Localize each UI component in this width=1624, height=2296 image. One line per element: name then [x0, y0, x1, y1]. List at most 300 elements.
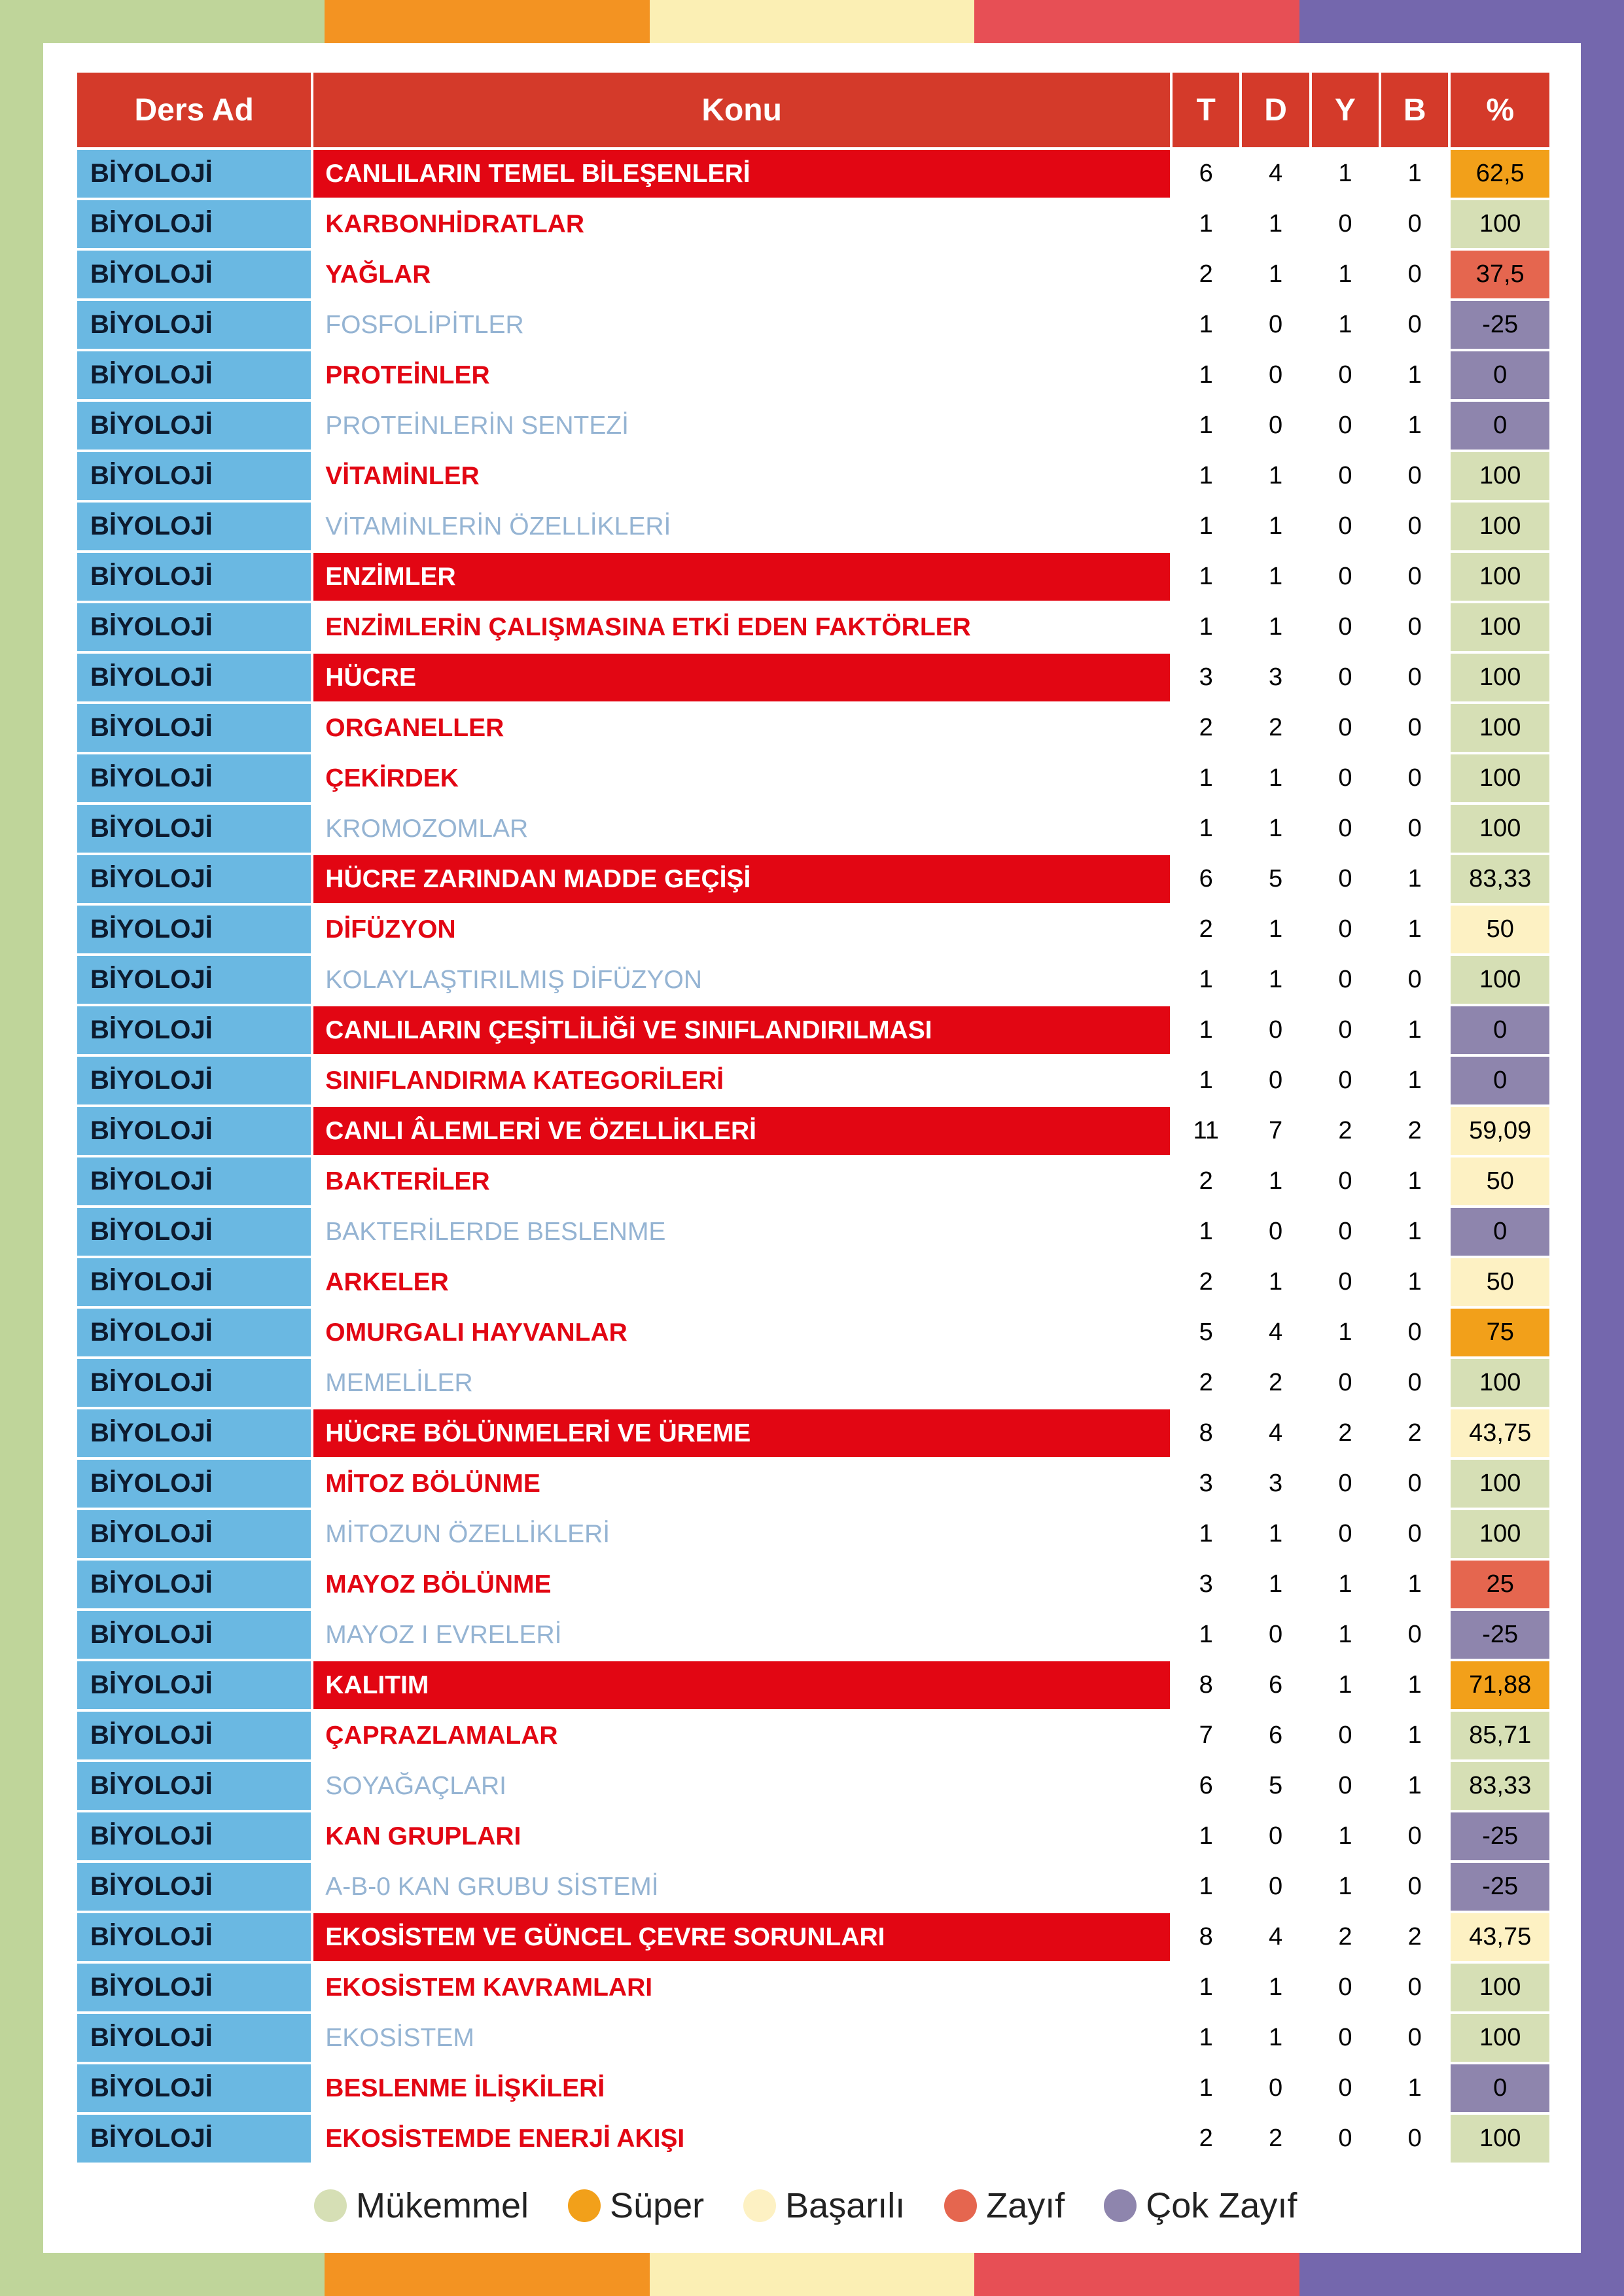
t-cell: 1	[1173, 956, 1239, 1004]
table-row	[77, 1258, 1549, 1306]
konu-cell: BAKTERİLER	[325, 1167, 490, 1195]
konu-cell: MAYOZ BÖLÜNME	[325, 1570, 552, 1598]
legend-dot-icon	[743, 2189, 776, 2222]
table-row	[77, 855, 1549, 903]
table-row	[77, 1661, 1549, 1709]
ders-cell: BİYOLOJİ	[77, 805, 311, 853]
d-cell: 7	[1242, 1107, 1309, 1155]
d-cell: 1	[1242, 503, 1309, 550]
konu-cell: SINIFLANDIRMA KATEGORİLERİ	[325, 1066, 724, 1095]
t-cell: 3	[1173, 1561, 1239, 1608]
ders-cell: BİYOLOJİ	[77, 1913, 311, 1961]
band-orange	[325, 2253, 649, 2296]
y-cell: 0	[1312, 200, 1379, 248]
legend-item	[568, 2185, 704, 2226]
legend-dot-icon	[1104, 2189, 1137, 2222]
results-table	[75, 70, 1552, 2165]
d-cell: 1	[1242, 452, 1309, 500]
konu-cell: EKOSİSTEMDE ENERJİ AKIŞI	[325, 2124, 685, 2153]
ders-cell: BİYOLOJİ	[77, 1057, 311, 1104]
y-cell: 0	[1312, 553, 1379, 601]
table-row	[77, 805, 1549, 853]
ders-cell: BİYOLOJİ	[77, 402, 311, 450]
t-cell: 1	[1173, 1510, 1239, 1558]
performance-legend	[314, 2185, 1336, 2226]
d-cell: 0	[1242, 402, 1309, 450]
t-cell: 1	[1173, 603, 1239, 651]
table-row	[77, 1611, 1549, 1659]
d-cell: 1	[1242, 906, 1309, 953]
t-cell: 2	[1173, 251, 1239, 298]
legend-dot-icon	[944, 2189, 977, 2222]
d-cell: 0	[1242, 351, 1309, 399]
t-cell: 1	[1173, 553, 1239, 601]
t-cell: 7	[1173, 1712, 1239, 1759]
t-cell: 3	[1173, 654, 1239, 701]
konu-cell: MEMELİLER	[325, 1368, 473, 1397]
band-green	[0, 0, 325, 43]
y-cell: 1	[1312, 301, 1379, 349]
pct-cell: 0	[1451, 1006, 1549, 1054]
table-row	[77, 956, 1549, 1004]
b-cell: 0	[1381, 1964, 1448, 2011]
table-row	[77, 251, 1549, 298]
t-cell: 2	[1173, 906, 1239, 953]
b-cell: 0	[1381, 452, 1448, 500]
table-row	[77, 1812, 1549, 1860]
t-cell: 1	[1173, 1057, 1239, 1104]
ders-cell: BİYOLOJİ	[77, 1661, 311, 1709]
t-cell: 1	[1173, 301, 1239, 349]
y-cell: 0	[1312, 906, 1379, 953]
legend-label: Mükemmel	[356, 2186, 529, 2225]
table-row	[77, 1863, 1549, 1911]
y-cell: 0	[1312, 704, 1379, 752]
band-purple	[1299, 0, 1624, 43]
d-cell: 4	[1242, 1409, 1309, 1457]
konu-cell: KROMOZOMLAR	[325, 814, 529, 843]
y-cell: 1	[1312, 1611, 1379, 1659]
bottom-color-band	[0, 2253, 1624, 2296]
y-cell: 1	[1312, 1812, 1379, 1860]
y-cell: 0	[1312, 1258, 1379, 1306]
konu-cell: ARKELER	[325, 1267, 449, 1296]
legend-label: Başarılı	[785, 2186, 906, 2225]
d-cell: 3	[1242, 654, 1309, 701]
band-green	[0, 2253, 325, 2296]
legend-item	[1104, 2185, 1297, 2226]
d-cell: 1	[1242, 1561, 1309, 1608]
ders-cell: BİYOLOJİ	[77, 1258, 311, 1306]
t-cell: 2	[1173, 1258, 1239, 1306]
konu-cell: BAKTERİLERDE BESLENME	[325, 1217, 666, 1246]
table-row	[77, 1057, 1549, 1104]
d-cell: 1	[1242, 251, 1309, 298]
band-cream	[650, 2253, 974, 2296]
konu-cell: KAN GRUPLARI	[325, 1822, 521, 1850]
t-cell: 1	[1173, 200, 1239, 248]
table-row	[77, 1561, 1549, 1608]
d-cell: 0	[1242, 301, 1309, 349]
b-cell: 1	[1381, 1208, 1448, 1256]
ders-cell: BİYOLOJİ	[77, 200, 311, 248]
pct-cell: 59,09	[1451, 1107, 1549, 1155]
y-cell: 0	[1312, 1964, 1379, 2011]
table-row	[77, 1359, 1549, 1407]
d-cell: 1	[1242, 1510, 1309, 1558]
konu-cell: CANLILARIN TEMEL BİLEŞENLERİ	[313, 150, 1170, 198]
table-row	[77, 1510, 1549, 1558]
t-cell: 1	[1173, 1006, 1239, 1054]
y-cell: 0	[1312, 402, 1379, 450]
t-cell: 11	[1173, 1107, 1239, 1155]
b-cell: 0	[1381, 1812, 1448, 1860]
pct-cell: -25	[1451, 1611, 1549, 1659]
b-cell: 0	[1381, 2014, 1448, 2062]
d-cell: 1	[1242, 805, 1309, 853]
b-cell: 0	[1381, 301, 1448, 349]
left-color-band	[0, 0, 43, 2296]
table-row	[77, 503, 1549, 550]
d-cell: 4	[1242, 150, 1309, 198]
table-row	[77, 301, 1549, 349]
band-orange	[325, 0, 649, 43]
b-cell: 1	[1381, 1762, 1448, 1810]
b-cell: 0	[1381, 251, 1448, 298]
konu-cell: MİTOZ BÖLÜNME	[325, 1469, 540, 1498]
y-cell: 0	[1312, 503, 1379, 550]
konu-cell: VİTAMİNLER	[325, 461, 480, 490]
pct-cell: 100	[1451, 452, 1549, 500]
b-cell: 0	[1381, 805, 1448, 853]
t-cell: 1	[1173, 1812, 1239, 1860]
pct-cell: 100	[1451, 2115, 1549, 2163]
pct-cell: 100	[1451, 200, 1549, 248]
y-cell: 0	[1312, 1510, 1379, 1558]
d-cell: 6	[1242, 1712, 1309, 1759]
table-row	[77, 704, 1549, 752]
pct-cell: 62,5	[1451, 150, 1549, 198]
table-row	[77, 1712, 1549, 1759]
table-row	[77, 1208, 1549, 1256]
pct-cell: -25	[1451, 301, 1549, 349]
t-cell: 6	[1173, 855, 1239, 903]
table-row	[77, 2115, 1549, 2163]
d-cell: 0	[1242, 1863, 1309, 1911]
table-row	[77, 1107, 1549, 1155]
header-pct: %	[1451, 73, 1549, 147]
y-cell: 2	[1312, 1107, 1379, 1155]
pct-cell: 50	[1451, 1258, 1549, 1306]
y-cell: 0	[1312, 351, 1379, 399]
y-cell: 0	[1312, 2064, 1379, 2112]
legend-label: Çok Zayıf	[1146, 2186, 1297, 2225]
b-cell: 1	[1381, 1258, 1448, 1306]
konu-cell: ORGANELLER	[325, 713, 504, 742]
d-cell: 0	[1242, 2064, 1309, 2112]
ders-cell: BİYOLOJİ	[77, 704, 311, 752]
ders-cell: BİYOLOJİ	[77, 1712, 311, 1759]
d-cell: 4	[1242, 1309, 1309, 1356]
header-d: D	[1242, 73, 1309, 147]
y-cell: 1	[1312, 1561, 1379, 1608]
ders-cell: BİYOLOJİ	[77, 2064, 311, 2112]
ders-cell: BİYOLOJİ	[77, 150, 311, 198]
t-cell: 1	[1173, 2064, 1239, 2112]
d-cell: 6	[1242, 1661, 1309, 1709]
t-cell: 1	[1173, 351, 1239, 399]
pct-cell: 75	[1451, 1309, 1549, 1356]
band-red	[974, 2253, 1299, 2296]
right-color-band	[1581, 0, 1624, 2296]
ders-cell: BİYOLOJİ	[77, 1359, 311, 1407]
t-cell: 1	[1173, 1611, 1239, 1659]
ders-cell: BİYOLOJİ	[77, 603, 311, 651]
b-cell: 0	[1381, 1611, 1448, 1659]
ders-cell: BİYOLOJİ	[77, 754, 311, 802]
b-cell: 0	[1381, 654, 1448, 701]
table-row	[77, 1913, 1549, 1961]
y-cell: 1	[1312, 251, 1379, 298]
ders-cell: BİYOLOJİ	[77, 1460, 311, 1508]
b-cell: 0	[1381, 2115, 1448, 2163]
y-cell: 0	[1312, 654, 1379, 701]
konu-cell: PROTEİNLER	[325, 361, 490, 389]
b-cell: 1	[1381, 402, 1448, 450]
pct-cell: 100	[1451, 1964, 1549, 2011]
ders-cell: BİYOLOJİ	[77, 906, 311, 953]
y-cell: 1	[1312, 1661, 1379, 1709]
konu-cell: ÇAPRAZLAMALAR	[325, 1721, 558, 1750]
konu-cell: KALITIM	[313, 1661, 1170, 1709]
ders-cell: BİYOLOJİ	[77, 1510, 311, 1558]
pct-cell: 100	[1451, 754, 1549, 802]
t-cell: 1	[1173, 805, 1239, 853]
ders-cell: BİYOLOJİ	[77, 1107, 311, 1155]
d-cell: 2	[1242, 1359, 1309, 1407]
pct-cell: 100	[1451, 2014, 1549, 2062]
pct-cell: 100	[1451, 654, 1549, 701]
pct-cell: 50	[1451, 1157, 1549, 1205]
pct-cell: 83,33	[1451, 1762, 1549, 1810]
ders-cell: BİYOLOJİ	[77, 654, 311, 701]
b-cell: 1	[1381, 2064, 1448, 2112]
t-cell: 6	[1173, 150, 1239, 198]
ders-cell: BİYOLOJİ	[77, 956, 311, 1004]
legend-label: Süper	[610, 2186, 705, 2225]
t-cell: 8	[1173, 1409, 1239, 1457]
d-cell: 2	[1242, 2115, 1309, 2163]
pct-cell: 0	[1451, 1057, 1549, 1104]
ders-cell: BİYOLOJİ	[77, 2115, 311, 2163]
ders-cell: BİYOLOJİ	[77, 452, 311, 500]
legend-dot-icon	[568, 2189, 601, 2222]
b-cell: 2	[1381, 1409, 1448, 1457]
d-cell: 1	[1242, 603, 1309, 651]
ders-cell: BİYOLOJİ	[77, 1812, 311, 1860]
b-cell: 0	[1381, 200, 1448, 248]
pct-cell: 0	[1451, 351, 1549, 399]
ders-cell: BİYOLOJİ	[77, 503, 311, 550]
b-cell: 1	[1381, 1057, 1448, 1104]
y-cell: 0	[1312, 956, 1379, 1004]
b-cell: 2	[1381, 1107, 1448, 1155]
d-cell: 2	[1242, 704, 1309, 752]
pct-cell: 0	[1451, 402, 1549, 450]
ders-cell: BİYOLOJİ	[77, 1762, 311, 1810]
b-cell: 1	[1381, 1661, 1448, 1709]
pct-cell: 100	[1451, 503, 1549, 550]
b-cell: 0	[1381, 1359, 1448, 1407]
table-row	[77, 1409, 1549, 1457]
pct-cell: 0	[1451, 1208, 1549, 1256]
y-cell: 1	[1312, 1309, 1379, 1356]
b-cell: 1	[1381, 150, 1448, 198]
ders-cell: BİYOLOJİ	[77, 1208, 311, 1256]
t-cell: 2	[1173, 2115, 1239, 2163]
konu-cell: HÜCRE	[313, 654, 1170, 701]
ders-cell: BİYOLOJİ	[77, 1964, 311, 2011]
t-cell: 2	[1173, 704, 1239, 752]
band-purple	[1299, 2253, 1624, 2296]
table-row	[77, 402, 1549, 450]
pct-cell: 100	[1451, 805, 1549, 853]
y-cell: 0	[1312, 1359, 1379, 1407]
d-cell: 3	[1242, 1460, 1309, 1508]
table-header-row	[77, 73, 1549, 147]
d-cell: 0	[1242, 1812, 1309, 1860]
b-cell: 0	[1381, 1460, 1448, 1508]
pct-cell: 43,75	[1451, 1913, 1549, 1961]
table-row	[77, 1157, 1549, 1205]
y-cell: 0	[1312, 452, 1379, 500]
t-cell: 8	[1173, 1661, 1239, 1709]
pct-cell: 100	[1451, 956, 1549, 1004]
konu-cell: KARBONHİDRATLAR	[325, 209, 585, 238]
konu-cell: EKOSİSTEM VE GÜNCEL ÇEVRE SORUNLARI	[313, 1913, 1170, 1961]
top-color-band	[0, 0, 1624, 43]
band-cream	[650, 0, 974, 43]
legend-dot-icon	[314, 2189, 347, 2222]
d-cell: 1	[1242, 1964, 1309, 2011]
t-cell: 1	[1173, 754, 1239, 802]
b-cell: 1	[1381, 906, 1448, 953]
y-cell: 0	[1312, 805, 1379, 853]
table-body	[77, 150, 1549, 2163]
konu-cell: HÜCRE ZARINDAN MADDE GEÇİŞİ	[313, 855, 1170, 903]
d-cell: 0	[1242, 1208, 1309, 1256]
d-cell: 1	[1242, 553, 1309, 601]
ders-cell: BİYOLOJİ	[77, 351, 311, 399]
konu-cell: CANLILARIN ÇEŞİTLİLİĞİ VE SINIFLANDIRILMASI	[313, 1006, 1170, 1054]
legend-item	[743, 2185, 905, 2226]
konu-cell: EKOSİSTEM KAVRAMLARI	[325, 1973, 653, 2002]
b-cell: 1	[1381, 1006, 1448, 1054]
t-cell: 1	[1173, 503, 1239, 550]
pct-cell: 100	[1451, 704, 1549, 752]
pct-cell: 37,5	[1451, 251, 1549, 298]
konu-cell: KOLAYLAŞTIRILMIŞ DİFÜZYON	[325, 965, 703, 994]
header-konu: Konu	[313, 73, 1170, 147]
d-cell: 1	[1242, 1157, 1309, 1205]
t-cell: 2	[1173, 1157, 1239, 1205]
table-row	[77, 1964, 1549, 2011]
table-row	[77, 1006, 1549, 1054]
pct-cell: 50	[1451, 906, 1549, 953]
table-row	[77, 603, 1549, 651]
pct-cell: -25	[1451, 1863, 1549, 1911]
header-y: Y	[1312, 73, 1379, 147]
table-row	[77, 2064, 1549, 2112]
ders-cell: BİYOLOJİ	[77, 1157, 311, 1205]
table-row	[77, 553, 1549, 601]
y-cell: 0	[1312, 855, 1379, 903]
b-cell: 0	[1381, 1309, 1448, 1356]
b-cell: 0	[1381, 503, 1448, 550]
t-cell: 5	[1173, 1309, 1239, 1356]
ders-cell: BİYOLOJİ	[77, 553, 311, 601]
pct-cell: 85,71	[1451, 1712, 1549, 1759]
b-cell: 0	[1381, 1510, 1448, 1558]
b-cell: 1	[1381, 1157, 1448, 1205]
ders-cell: BİYOLOJİ	[77, 855, 311, 903]
pct-cell: 25	[1451, 1561, 1549, 1608]
ders-cell: BİYOLOJİ	[77, 1309, 311, 1356]
b-cell: 1	[1381, 351, 1448, 399]
ders-cell: BİYOLOJİ	[77, 1863, 311, 1911]
ders-cell: BİYOLOJİ	[77, 1409, 311, 1457]
y-cell: 0	[1312, 1006, 1379, 1054]
ders-cell: BİYOLOJİ	[77, 1611, 311, 1659]
pct-cell: 100	[1451, 553, 1549, 601]
y-cell: 0	[1312, 1712, 1379, 1759]
t-cell: 8	[1173, 1913, 1239, 1961]
b-cell: 0	[1381, 956, 1448, 1004]
konu-cell: DİFÜZYON	[325, 915, 456, 944]
b-cell: 1	[1381, 1561, 1448, 1608]
t-cell: 1	[1173, 1208, 1239, 1256]
ders-cell: BİYOLOJİ	[77, 1006, 311, 1054]
pct-cell: 83,33	[1451, 855, 1549, 903]
b-cell: 2	[1381, 1913, 1448, 1961]
konu-cell: A-B-0 KAN GRUBU SİSTEMİ	[325, 1872, 659, 1901]
y-cell: 1	[1312, 150, 1379, 198]
d-cell: 0	[1242, 1057, 1309, 1104]
konu-cell: PROTEİNLERİN SENTEZİ	[325, 411, 629, 440]
table-row	[77, 1460, 1549, 1508]
y-cell: 0	[1312, 1157, 1379, 1205]
b-cell: 1	[1381, 1712, 1448, 1759]
d-cell: 1	[1242, 956, 1309, 1004]
pct-cell: 100	[1451, 1510, 1549, 1558]
konu-cell: YAĞLAR	[325, 260, 431, 289]
header-ders: Ders Ad	[77, 73, 311, 147]
b-cell: 1	[1381, 855, 1448, 903]
konu-cell: BESLENME İLİŞKİLERİ	[325, 2074, 605, 2102]
t-cell: 1	[1173, 2014, 1239, 2062]
b-cell: 0	[1381, 704, 1448, 752]
konu-cell: MAYOZ I EVRELERİ	[325, 1620, 562, 1649]
table-row	[77, 754, 1549, 802]
y-cell: 0	[1312, 2014, 1379, 2062]
konu-cell: CANLI ÂLEMLERİ VE ÖZELLİKLERİ	[313, 1107, 1170, 1155]
d-cell: 0	[1242, 1006, 1309, 1054]
d-cell: 1	[1242, 754, 1309, 802]
pct-cell: 100	[1451, 603, 1549, 651]
konu-cell: HÜCRE BÖLÜNMELERİ VE ÜREME	[313, 1409, 1170, 1457]
table-row	[77, 906, 1549, 953]
t-cell: 3	[1173, 1460, 1239, 1508]
